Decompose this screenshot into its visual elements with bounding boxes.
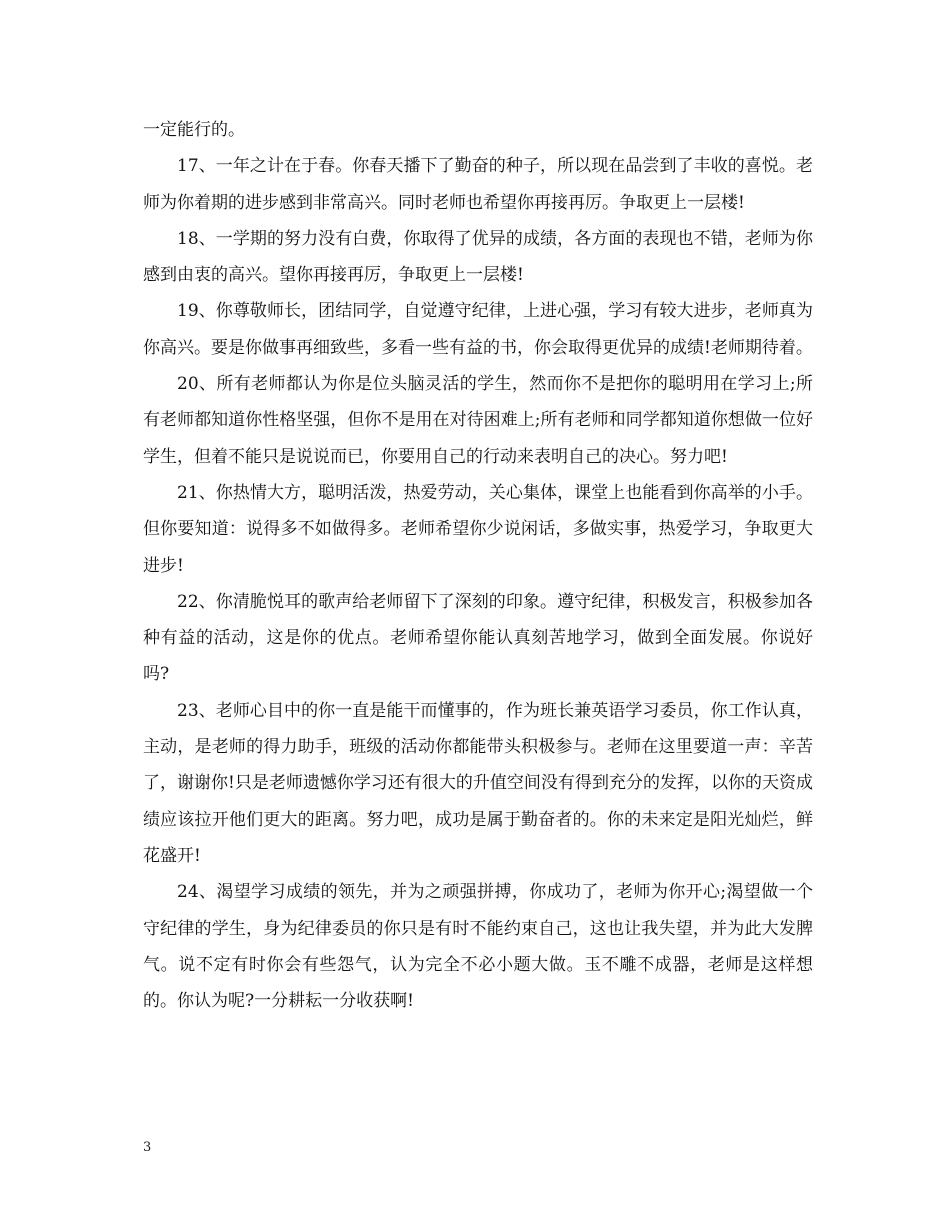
comment-paragraph-21: 21、你热情大方，聪明活泼，热爱劳动，关心集体，课堂上也能看到你高举的小手。但你要知道：说得多不如做得多。老师希望你少说闲话，多做实事，热爱学习，争取更大进步!	[143, 482, 813, 576]
comment-paragraph-20: 20、所有老师都认为你是位头脑灵活的学生，然而你不是把你的聪明用在学习上;所有老师都知道你性格坚强，但你不是用在对待困难上;所有老师和同学都知道你想做一位好学生，但着不能只是说说而已，你要用自己的行动来表明自己的决心。努力吧!	[143, 374, 813, 467]
comment-paragraph-19: 19、你尊敬师长，团结同学，自觉遵守纪律，上进心强，学习有较大进步，老师真为你高兴。要是你做事再细致些，多看一些有益的书，你会取得更优异的成绩!老师期待着。	[143, 301, 813, 358]
document-page	[143, 112, 813, 1019]
continuation-text: 一定能行的。	[143, 120, 245, 140]
comment-paragraph-23: 23、老师心目中的你一直是能干而懂事的，作为班长兼英语学习委员，你工作认真，主动，是老师的得力助手，班级的活动你都能带头积极参与。老师在这里要道一声：辛苦了，谢谢你!只是老师遗憾你学习还有很大的升值空间没有得到充分的发挥，以你的天资成绩应该拉开他们更大的距离。努力吧，成功是属于勤奋者的。你的未来定是阳光灿烂，鲜花盛开!	[143, 700, 813, 866]
comment-paragraph-18: 18、一学期的努力没有白费，你取得了优异的成绩，各方面的表现也不错，老师为你感到由衷的高兴。望你再接再厉，争取更上一层楼!	[143, 228, 813, 286]
comment-paragraph-17: 17、一年之计在于春。你春天播下了勤奋的种子，所以现在品尝到了丰收的喜悦。老师为你着期的进步感到非常高兴。同时老师也希望你再接再厉。争取更上一层楼!	[143, 156, 813, 213]
page-number: 3	[143, 1140, 152, 1155]
comment-paragraph-22: 22、你清脆悦耳的歌声给老师留下了深刻的印象。遵守纪律，积极发言，积极参加各种有益的活动，这是你的优点。老师希望你能认真刻苦地学习，做到全面发展。你说好吗?	[143, 591, 813, 685]
comment-paragraph-24: 24、渴望学习成绩的领先，并为之顽强拼搏，你成功了，老师为你开心;渴望做一个守纪律的学生，身为纪律委员的你只是有时不能约束自己，这也让我失望，并为此大发脾气。说不定有时你会有些怨气，认为完全不必小题大做。玉不雕不成器，老师是这样想的。你认为呢?一分耕耘一分收获啊!	[143, 882, 813, 1012]
